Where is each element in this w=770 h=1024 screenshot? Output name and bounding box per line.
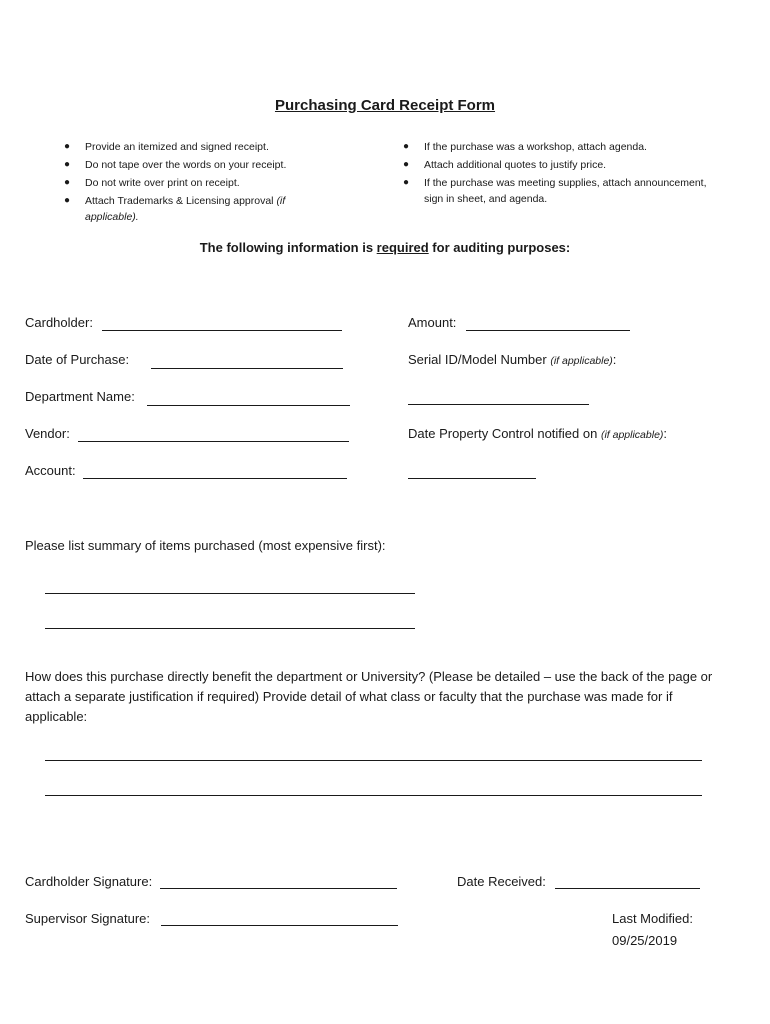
bullet-icon: ●	[64, 177, 71, 188]
vendor-label: Vendor:	[25, 426, 70, 441]
list-item: ● Provide an itemized and signed receipt.	[85, 138, 345, 156]
list-item: ● Attach additional quotes to justify price.	[424, 156, 754, 174]
benefit-line-1[interactable]	[45, 760, 702, 761]
serial-id-field[interactable]	[408, 404, 589, 405]
items-summary-prompt: Please list summary of items purchased (most expensive first):	[25, 538, 386, 553]
list-item: ● Do not write over print on receipt.	[85, 174, 345, 192]
cardholder-signature-field[interactable]	[160, 888, 397, 889]
cardholder-field[interactable]	[102, 330, 342, 331]
instructions-right-list	[403, 138, 754, 207]
account-field[interactable]	[83, 478, 347, 479]
last-modified-label: Last Modified:	[612, 911, 693, 926]
bullet-icon: ●	[403, 141, 410, 152]
list-item: ● If the purchase was a workshop, attach agenda.	[424, 138, 754, 156]
date-of-purchase-field[interactable]	[151, 368, 343, 369]
last-modified-date: 09/25/2019	[612, 933, 678, 948]
bullet-icon: ●	[403, 159, 410, 170]
supervisor-signature-field[interactable]	[161, 925, 398, 926]
department-name-label: Department Name:	[25, 389, 135, 404]
cardholder-signature-label: Cardholder Signature:	[25, 874, 153, 889]
amount-field[interactable]	[466, 330, 630, 331]
bullet-icon: ●	[403, 177, 410, 188]
items-summary-line-2[interactable]	[45, 628, 415, 629]
amount-label: Amount:	[408, 315, 457, 330]
benefit-line-2[interactable]	[45, 795, 702, 796]
bullet-icon: ●	[64, 141, 71, 152]
supervisor-signature-label: Supervisor Signature:	[25, 911, 151, 926]
bullet-icon: ●	[64, 159, 71, 170]
date-of-purchase-label: Date of Purchase:	[25, 352, 130, 367]
date-property-control-label: Date Property Control notified on (if applicable):	[408, 426, 668, 441]
vendor-field[interactable]	[78, 441, 349, 442]
bullet-icon: ●	[64, 195, 71, 206]
account-label: Account:	[25, 463, 76, 478]
department-name-field[interactable]	[147, 405, 350, 406]
benefit-prompt: How does this purchase directly benefit the department or University? (Please be detailed – use the back of the page or attach a separate justification if required) Provide detail of what class or faculty that the purchase was made for if applicable:	[25, 669, 713, 724]
serial-id-label: Serial ID/Model Number (if applicable):	[408, 352, 617, 367]
items-summary-line-1[interactable]	[45, 593, 415, 594]
instructions-left-list	[64, 138, 345, 225]
cardholder-label: Cardholder:	[25, 315, 93, 330]
date-property-control-field[interactable]	[408, 478, 536, 479]
list-item: ● Attach Trademarks & Licensing approval (if applicable).	[64, 195, 286, 223]
list-item: ● If the purchase was meeting supplies, attach announcement, sign in sheet, and agenda.	[403, 177, 707, 205]
date-received-label: Date Received:	[457, 874, 546, 889]
required-info-heading: The following information is required for auditing purposes:	[199, 240, 571, 255]
list-item: ● Do not tape over the words on your receipt.	[85, 156, 345, 174]
form-title: Purchasing Card Receipt Form	[274, 97, 496, 114]
date-received-field[interactable]	[555, 888, 700, 889]
